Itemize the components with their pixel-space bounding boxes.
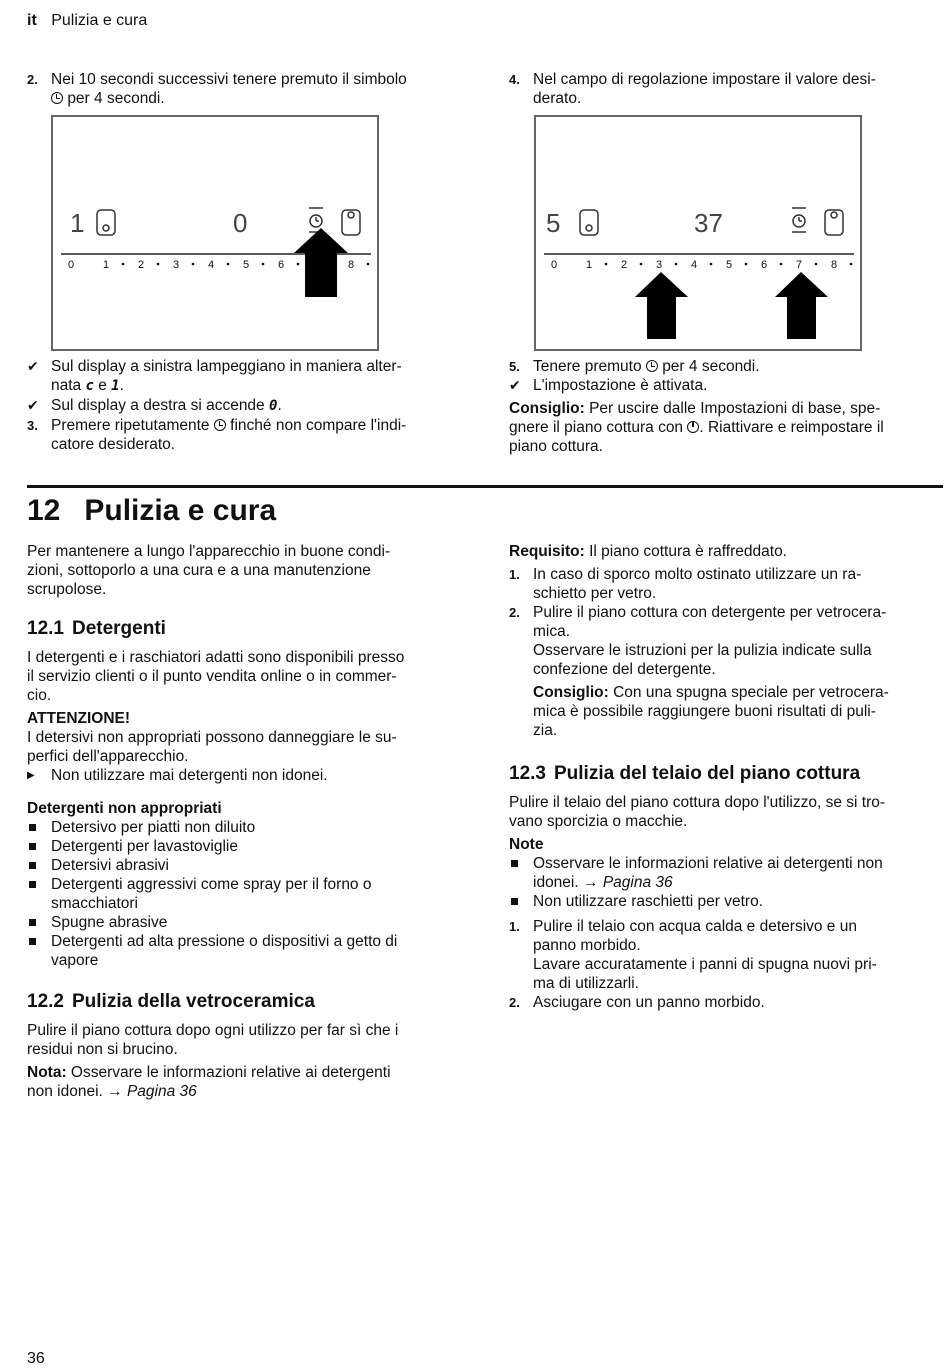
scale-label: 6 [761, 259, 768, 271]
control-panel-illustration-2 [534, 115, 862, 351]
scale-label: 8 [348, 259, 355, 271]
scale-dot [710, 263, 713, 266]
scale-dot [780, 263, 783, 266]
header-section-title: Pulizia e cura [51, 12, 148, 29]
scale-label: 5 [726, 259, 733, 271]
tip: Consiglio: Con una spugna speciale per vetrocera- mica è possibile raggiungere buoni risultati di puli- zia. [533, 684, 889, 739]
top-right-column [509, 70, 939, 108]
scale-label: 1 [586, 259, 593, 271]
check-icon: ✔ [27, 397, 39, 413]
top-left-column [27, 70, 467, 108]
scale-dot [192, 263, 195, 266]
timer-icon [214, 419, 226, 431]
display-right-digit: 0 [233, 208, 248, 238]
frame-paragraph: Pulire il telaio del piano cottura dopo l'utilizzo, se si tro- vano sporcizia o macchie. [509, 794, 886, 830]
section-12-3-title: 12.3 Pulizia del telaio del piano cottura [509, 763, 861, 784]
scale-label: 0 [551, 259, 558, 271]
result-check-1: ✔ Sul display a sinistra lampeggiano in maniera alter- nata c e 1. [27, 358, 402, 394]
scale-dot [122, 263, 125, 266]
list-item: Detersivo per piatti non diluito [51, 819, 256, 836]
power-icon [687, 421, 699, 433]
arrow-icon: → [583, 874, 599, 891]
scale-dot [745, 263, 748, 266]
section-12-1-title: 12.1 Detergenti [27, 618, 166, 639]
zone-dot-icon [103, 225, 109, 231]
scale-label: 7 [796, 259, 803, 271]
right-column [509, 542, 941, 1012]
frame-step-1: 1. Pulire il telaio con acqua calda e detersivo e un panno morbido. Lavare accuratamente i panni di spugna nuovi pri- ma di utilizzarli. [509, 918, 877, 992]
step-3: 3. Premere ripetutamente finché non compare l'indi- catore desiderato. [27, 417, 407, 453]
unsuitable-detergents-list [27, 818, 467, 970]
step-number: 2. [27, 72, 38, 87]
scale-label: 6 [278, 259, 285, 271]
check-icon: ✔ [27, 358, 39, 374]
frame-step-2: 2. Asciugare con un panno morbido. [509, 994, 765, 1011]
scale-label: 3 [173, 259, 180, 271]
tip: Consiglio: Per uscire dalle Impostazioni di base, spe- gnere il piano cottura con . Riattivare e reimpostare il piano cottura. [509, 400, 884, 455]
step-4: 4. Nel campo di regolazione impostare il valore desi- derato. [509, 71, 876, 107]
triangle-bullet-icon: ▶ [27, 770, 35, 781]
scale-dot [850, 263, 853, 266]
page-number: 36 [27, 1350, 45, 1367]
scale-dot [262, 263, 265, 266]
check-icon: ✔ [509, 377, 521, 393]
top-left-results [27, 357, 467, 454]
clean-step-2: 2. Pulire il piano cottura con detergente per vetrocera- mica. Osservare le istruzioni per la pulizia indicate sulla confezione del detergente. Consiglio: Con una spugna speciale per vetrocera- mica è possibile raggiungere buoni risultati di puli- zia. [509, 603, 941, 740]
scale-dot [605, 263, 608, 266]
result-check: ✔ L'impostazione è attivata. [509, 377, 708, 394]
intro-paragraph: Per mantenere a lungo l'apparecchio in buone condi- zioni, sottoporlo a una cura e a una manutenzione scrupolose. [27, 543, 391, 598]
press-arrow-icon [775, 272, 828, 339]
control-panel-drawing [536, 117, 860, 349]
step-2: 2. Nei 10 secondi successivi tenere premuto il simbolo per 4 secondi. [27, 71, 407, 107]
result-check-2: ✔ Sul display a destra si accende 0. [27, 397, 282, 414]
unsuitable-detergents-title: Detergenti non appropriati [27, 800, 222, 817]
warning-label: ATTENZIONE! [27, 710, 131, 727]
scale-label: 1 [103, 259, 110, 271]
display-left-digit: 1 [70, 208, 85, 238]
note-title: Note [509, 836, 544, 853]
warning-text: I detersivi non appropriati possono danneggiare le su- perfici dell'apparecchio. [27, 729, 397, 765]
list-item: Non utilizzare raschietti per vetro. [533, 893, 764, 910]
display-left-digit: 5 [546, 208, 561, 238]
list-item: Detergenti ad alta pressione o dispositivi a getto di vapore [51, 933, 398, 969]
scale-label: 4 [691, 259, 698, 271]
scale-label: 3 [656, 259, 663, 271]
list-item: Osservare le informazioni relative ai detergenti non idonei. → Pagina 36 [533, 855, 883, 891]
section-12-2-title: 12.2 Pulizia della vetroceramica [27, 991, 315, 1012]
step-5: 5. Tenere premuto per 4 secondi. [509, 358, 760, 375]
display-right-digits: 37 [694, 208, 723, 238]
clean-step-1: 1. In caso di sporco molto ostinato utilizzare un ra- schietto per vetro. [509, 566, 862, 602]
scale-dot [157, 263, 160, 266]
scale-label: 2 [621, 259, 628, 271]
press-arrow-icon [635, 272, 688, 339]
action-item: ▶ Non utilizzare mai detergenti non idonei. [27, 767, 328, 784]
scale-dot [297, 263, 300, 266]
running-header [27, 12, 147, 30]
left-column [27, 542, 467, 1105]
requirement: Requisito: Il piano cottura è raffreddato. [509, 543, 787, 560]
scale-label: 4 [208, 259, 215, 271]
arrow-icon: → [107, 1083, 123, 1100]
scale-label: 5 [243, 259, 250, 271]
list-item: Detersivi abrasivi [51, 857, 170, 874]
list-item: Detergenti per lavastoviglie [51, 838, 238, 855]
zone-right-icon [342, 210, 360, 235]
chapter-title: 12 Pulizia e cura [27, 494, 277, 527]
page-reference-link[interactable]: Pagina 36 [126, 1083, 197, 1100]
language-code: it [27, 12, 37, 29]
scale-dot [640, 263, 643, 266]
glass-ceramic-paragraph: Pulire il piano cottura dopo ogni utilizzo per far sì che i residui non si brucino. [27, 1022, 399, 1058]
page-reference-link[interactable]: Pagina 36 [602, 874, 673, 891]
list-item: Detergenti aggressivi come spray per il forno o smacchiatori [51, 876, 372, 912]
top-right-results [509, 357, 941, 460]
control-panel-illustration-1 [51, 115, 379, 351]
list-item: Spugne abrasive [51, 914, 168, 931]
control-panel-drawing [53, 117, 377, 349]
timer-icon [646, 360, 658, 372]
scale-label: 2 [138, 259, 145, 271]
scale-label: 8 [831, 259, 838, 271]
scale-label: 0 [68, 259, 75, 271]
timer-icon [51, 92, 63, 104]
scale-dot [815, 263, 818, 266]
chapter-rule [27, 485, 943, 488]
scale-dot [367, 263, 370, 266]
press-arrow-icon [294, 228, 348, 297]
scale-dot [227, 263, 230, 266]
scale-dot [675, 263, 678, 266]
note-paragraph: Nota: Osservare le informazioni relative ai detergenti non idonei. → Pagina 36 [27, 1064, 391, 1100]
detergents-paragraph: I detergenti e i raschiatori adatti sono disponibili presso il servizio clienti o il punto vendita online o in commer- cio. [27, 649, 405, 704]
